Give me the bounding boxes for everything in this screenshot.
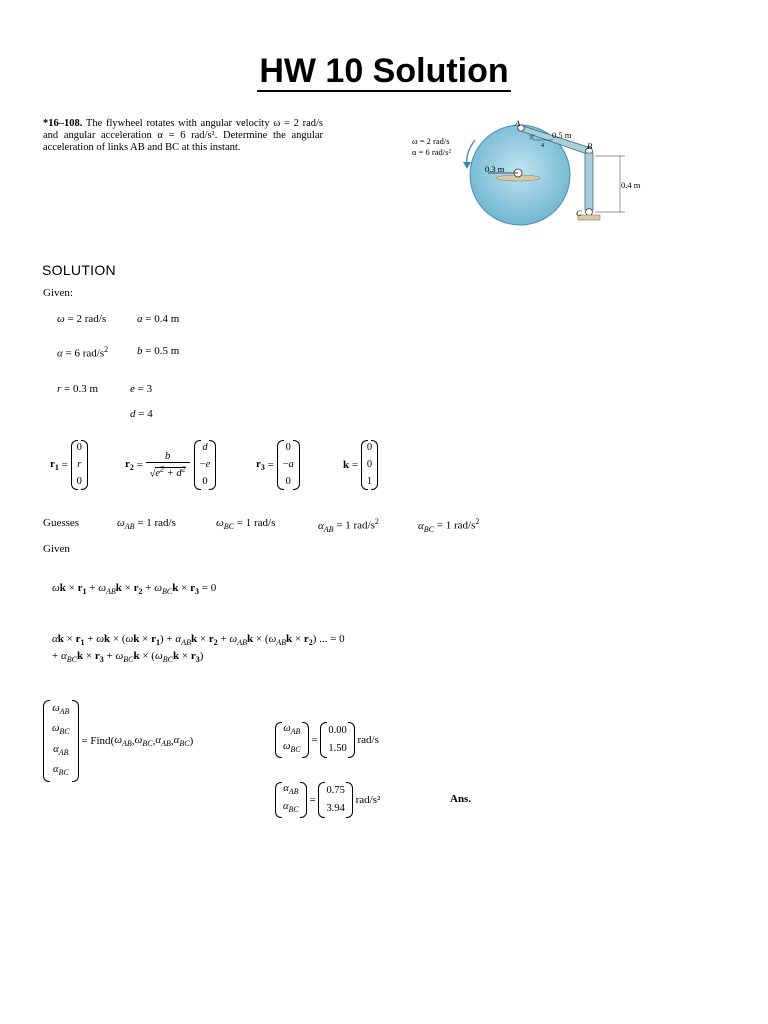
vector-r1: $r_1$ = 0 r 0 — [50, 440, 88, 490]
solution-heading: SOLUTION — [42, 262, 116, 278]
link-bc — [585, 153, 593, 210]
label-c: C — [576, 208, 582, 218]
problem-number: *16–108. — [43, 118, 83, 129]
given-alpha: α = 6 rad/$s^2$ — [57, 345, 109, 360]
dim-bc: 0.4 m — [621, 180, 641, 190]
find-label: Find — [90, 735, 111, 747]
dim-r: 0.3 m — [485, 164, 505, 174]
dim-ab: 0.5 m — [552, 130, 572, 140]
alpha-unit: rad/s² — [355, 794, 381, 806]
flywheel-figure — [405, 118, 645, 230]
given-label: Given: — [43, 287, 73, 299]
problem-statement — [43, 118, 323, 154]
omega-unit: rad/s — [357, 734, 379, 746]
vector-k: k = 0 0 1 — [343, 440, 378, 490]
slope-3: 3 — [529, 135, 532, 141]
acceleration-equation-2: + $\alpha_{BC}k \times r_3 + \omega_{BC}k \times (\omega_{BC}k \times r_3)$ — [52, 650, 204, 665]
guesses-label: Guesses — [43, 517, 80, 529]
given-b: b = 0.5 m — [137, 345, 180, 357]
problem-text: The flywheel rotates with angular velocity ω = 2 rad/s and angular acceleration α = 6 rad/s². Determine the angular acceleration of links AB and BC at this instant. — [43, 118, 324, 153]
given-a: a = 0.4 m — [137, 313, 180, 325]
guess-alpha-ab: $\alpha_{AB} = 1$ rad/$s^2$ — [318, 517, 379, 534]
given-d: d = 4 — [130, 408, 153, 420]
given2-label: Given — [43, 543, 70, 555]
given-omega: ω = 2 rad/s — [57, 313, 107, 325]
velocity-equation: $\omega k \times r_1 + \omega_{AB}k \times r_2 + \omega_{BC}k \times r_3 = 0$ — [52, 582, 217, 597]
given-r: r = 0.3 m — [57, 383, 99, 395]
guess-omega-ab: $\omega_{AB} = 1$ rad/s — [117, 517, 176, 532]
given-e: e = 3 — [130, 383, 153, 395]
guess-omega-bc: $\omega_{BC} = 1$ rad/s — [216, 517, 276, 532]
guess-alpha-bc: $\alpha_{BC} = 1$ rad/$s^2$ — [418, 517, 480, 534]
slope-4: 4 — [541, 143, 544, 149]
label-b: B — [587, 141, 593, 151]
vector-r2: $r_2$ = b $√e^2 + d^2$ d −e 0 — [125, 440, 216, 490]
find-statement: $\omega_{AB}$ $\omega_{BC}$ $\alpha_{AB}$ $\alpha_{BC}$ = Find ( $\omega_{AB}$ , $\omega_{BC}$ , $\alpha_{AB}$ , $\alpha_{BC}$ ) — [43, 700, 193, 782]
acceleration-equation-1: $\alpha k \times r_1 + \omega k \times (\omega k \times r_1) + \alpha_{AB}k \times r_2 + \omega_{AB}k \times (\omega_{AB}k \times r_2)$ ... = 0 — [52, 633, 345, 648]
omega-label: ω = 2 rad/s — [412, 136, 450, 146]
alpha-result: $\alpha_{AB}$ $\alpha_{BC}$ = 0.75 3.94 rad/s² — [275, 782, 380, 818]
alpha-label: α = 6 rad/s² — [412, 147, 451, 157]
answer-label: Ans. — [450, 793, 472, 805]
label-a: A — [515, 118, 521, 128]
vector-r3: $r_3$ = 0 −a 0 — [256, 440, 300, 490]
omega-result: $\omega_{AB}$ $\omega_{BC}$ = 0.00 1.50 rad/s — [275, 722, 379, 758]
page-title: HW 10 Solution — [259, 52, 509, 90]
